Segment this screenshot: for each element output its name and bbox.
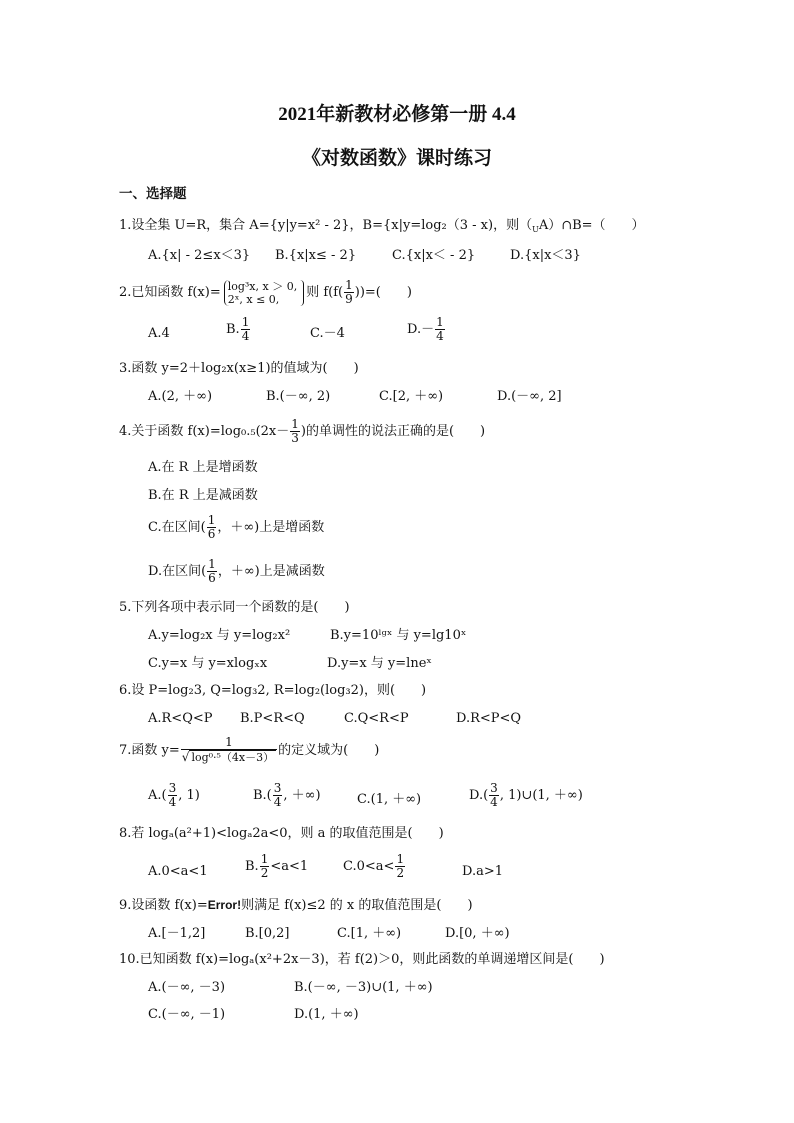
page-subtitle: 《对数函数》课时练习 — [301, 148, 492, 169]
question-10: 10.已知函数 f(x)=logₐ(x²+2x－3)，若 f(2)＞0，则此函数的单调递增区间是( ) — [119, 952, 605, 967]
q8-option-b-num: 1 — [260, 852, 269, 866]
q8-option-c-den: 2 — [396, 866, 405, 880]
question-5: 5.下列各项中表示同一个函数的是( ) — [119, 600, 350, 615]
q4-option-c-pre: C.在区间( — [148, 520, 206, 535]
q9-option-c: C.[1, ＋∞) — [337, 926, 402, 941]
question-2 — [119, 278, 412, 308]
q2-tail: ))=( ) — [354, 285, 412, 300]
q5-option-d: D.y=x 与 y=lneˣ — [327, 656, 432, 671]
q7-option-a-pre: A.( — [148, 788, 167, 803]
q8-option-a: A.0<a<1 — [148, 864, 208, 879]
question-9 — [119, 897, 473, 914]
q4-option-b: B.在 R 上是减函数 — [148, 488, 258, 503]
q2-case-1: log³x, x ＞ 0, — [227, 279, 298, 293]
q7-option-d-frac — [489, 782, 499, 809]
q7-option-d-num: 3 — [490, 781, 498, 795]
q8-option-b — [245, 853, 308, 880]
q8-option-c-frac — [395, 853, 405, 880]
q7-option-d — [469, 782, 583, 809]
q7-option-d-tail: , 1)∪(1, ＋∞) — [499, 788, 583, 803]
q4-option-c-den: 6 — [207, 527, 216, 541]
q6-option-c: C.Q<R<P — [344, 711, 409, 726]
q8-option-c — [343, 853, 406, 880]
q4-option-d-pre: D.在区间( — [148, 564, 207, 579]
q4-fraction — [290, 418, 300, 445]
q3-option-b: B.(－∞, 2) — [266, 389, 331, 404]
question-8: 8.若 logₐ(a²+1)<logₐ2a<0，则 a 的取值范围是( ) — [119, 826, 444, 841]
q7-option-b-frac — [273, 782, 283, 809]
q7-option-a-num: 3 — [168, 781, 177, 795]
q7-option-b — [253, 782, 321, 809]
question-3: 3.函数 y=2＋log₂x(x≥1)的值域为( ) — [119, 361, 359, 376]
q8-option-d: D.a>1 — [462, 864, 504, 879]
q7-tail: 的定义域为( ) — [278, 743, 380, 758]
q7-radicand: log⁰·⁵（4x－3） — [191, 751, 275, 764]
q4-option-c-frac — [207, 514, 217, 541]
q4-option-d-frac — [207, 558, 217, 585]
q1-option-b: B.{x|x≤ - 2} — [275, 248, 357, 263]
q7-option-b-num: 3 — [273, 781, 282, 795]
q1-option-d: D.{x|x＜3} — [510, 248, 581, 263]
q7-option-c: C.(1, ＋∞) — [357, 792, 422, 807]
q1-option-c: C.{x|x＜ - 2} — [392, 248, 476, 263]
q10-option-a: A.(－∞, －3) — [148, 980, 226, 995]
q9-option-b: B.[0,2] — [245, 926, 290, 941]
q2-option-b-frac — [241, 316, 251, 343]
q4-option-a: A.在 R 上是增函数 — [148, 460, 258, 475]
q7-option-a-tail: , 1) — [178, 788, 200, 803]
q5-option-b: B.y=10ˡᵍˣ 与 y=lg10ˣ — [330, 628, 467, 643]
q2-mid: 则 f(f( — [306, 285, 344, 300]
q2-fraction — [344, 279, 354, 306]
q2-option-b-label: B. — [226, 322, 240, 337]
q6-option-a: A.R<Q<P — [148, 711, 213, 726]
q2-case-2: 2ˣ, x ≤ 0, — [227, 292, 280, 306]
q4-tail: )的单调性的说法正确的是( ) — [300, 424, 486, 439]
q8-option-b-frac — [260, 853, 270, 880]
q4-option-c-num: 1 — [207, 513, 216, 527]
q8-option-b-pre: B. — [245, 859, 259, 874]
q4-frac-den: 3 — [291, 431, 299, 445]
question-4 — [119, 418, 485, 445]
q2-option-b-den: 4 — [241, 329, 250, 343]
q7-option-d-pre: D.( — [469, 788, 489, 803]
q2-option-d-num: 1 — [436, 315, 444, 329]
q1-stem-tail: A）∩B=（ ） — [538, 218, 645, 233]
q8-option-b-tail: <a<1 — [270, 859, 309, 874]
q4-option-d — [148, 558, 325, 585]
q2-option-a: A.4 — [148, 326, 170, 341]
section-heading: 一、选择题 — [119, 186, 187, 202]
q2-frac-num: 1 — [345, 278, 353, 292]
q10-option-b: B.(－∞, －3)∪(1, ＋∞) — [294, 980, 433, 995]
q2-option-d — [407, 316, 446, 343]
q9-tail: 则满足 f(x)≤2 的 x 的取值范围是( ) — [241, 898, 473, 913]
q7-option-d-den: 4 — [490, 795, 498, 809]
q2-option-d-frac — [435, 316, 445, 343]
q9-error-field: Error! — [207, 898, 242, 912]
question-6: 6.设 P=log₂3, Q=log₃2, R=log₂(log₃2)，则( ) — [119, 683, 427, 698]
q4-option-d-num: 1 — [208, 557, 216, 571]
q2-prefix: 2.已知函数 f(x)= — [119, 285, 221, 300]
q2-option-c: C.－4 — [310, 326, 345, 341]
q2-brace-right — [300, 280, 304, 306]
q9-option-a: A.[－1,2] — [148, 926, 206, 941]
q7-option-a-den: 4 — [168, 795, 177, 809]
q2-option-b — [226, 316, 251, 343]
q9-option-d: D.[0, ＋∞) — [445, 926, 510, 941]
q4-option-d-den: 6 — [208, 571, 216, 585]
q3-option-d: D.(－∞, 2] — [497, 389, 562, 404]
q4-frac-num: 1 — [291, 417, 299, 431]
q4-option-c — [148, 514, 324, 541]
page-title: 2021年新教材必修第一册 4.4 — [278, 104, 516, 125]
q7-frac-den: √ log⁰·⁵（4x－3） — [181, 749, 277, 765]
q4-prefix: 4.关于函数 f(x)=log₀.₅(2x－ — [119, 424, 290, 439]
q1-sub: U — [532, 225, 539, 234]
q5-option-a: A.y=log₂x 与 y=log₂x² — [148, 628, 291, 643]
q9-prefix: 9.设函数 f(x)= — [119, 898, 208, 913]
q7-option-a — [148, 782, 200, 809]
q4-option-d-tail: ，＋∞)上是减函数 — [217, 564, 325, 579]
q2-piecewise — [224, 280, 297, 306]
q8-option-c-num: 1 — [396, 852, 405, 866]
q6-option-d: D.R<P<Q — [456, 711, 522, 726]
q4-option-c-tail: ，＋∞)上是增函数 — [217, 520, 325, 535]
q1-option-a: A.{x| - 2≤x＜3} — [148, 248, 251, 263]
q7-option-a-frac — [168, 782, 178, 809]
q10-option-c: C.(－∞, －1) — [148, 1007, 226, 1022]
q1-stem: 1.设全集 U=R，集合 A={y|y=x² - 2}，B={x|y=log₂（3 - x)，则（ — [119, 218, 533, 233]
q7-option-b-pre: B.( — [253, 788, 272, 803]
q7-option-b-tail: , ＋∞) — [283, 788, 321, 803]
q2-option-b-num: 1 — [241, 315, 250, 329]
question-7 — [119, 736, 379, 765]
q2-frac-den: 9 — [345, 292, 353, 306]
q8-option-b-den: 2 — [260, 866, 269, 880]
q7-fraction — [181, 736, 277, 765]
q7-option-b-den: 4 — [273, 795, 282, 809]
q8-option-c-pre: C.0<a< — [343, 859, 395, 874]
q5-option-c: C.y=x 与 y=xlogₓx — [148, 656, 268, 671]
q7-prefix: 7.函数 y= — [119, 743, 180, 758]
q6-option-b: B.P<R<Q — [240, 711, 305, 726]
question-1 — [119, 218, 645, 234]
q2-option-d-label: D.－ — [407, 322, 435, 337]
q2-option-d-den: 4 — [436, 329, 444, 343]
q3-option-c: C.[2, ＋∞) — [379, 389, 444, 404]
q7-frac-num: 1 — [225, 735, 233, 749]
q10-option-d: D.(1, ＋∞) — [294, 1007, 359, 1022]
q3-option-a: A.(2, ＋∞) — [148, 389, 213, 404]
